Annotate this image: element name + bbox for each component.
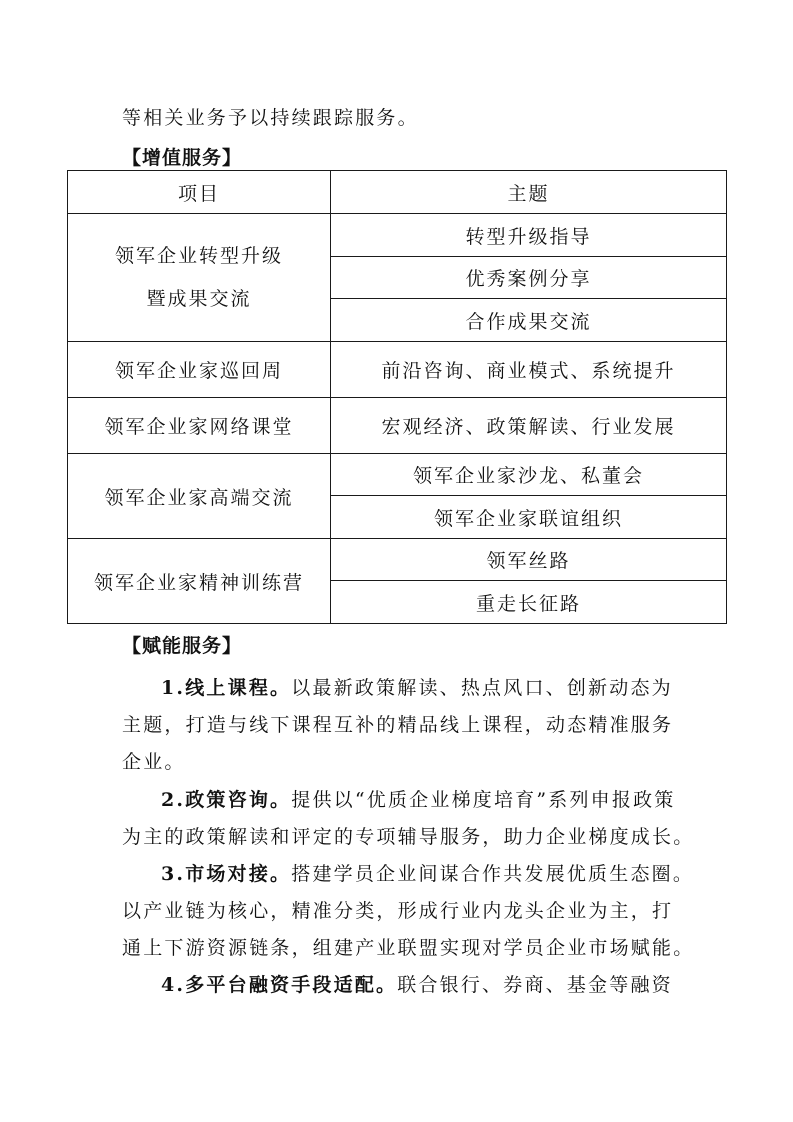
item-lead: 3.市场对接。 bbox=[161, 863, 292, 885]
intro-line: 等相关业务予以持续跟踪服务。 bbox=[122, 107, 419, 129]
empowerment-item-1-line bbox=[161, 676, 673, 700]
header-topic: 主题 bbox=[331, 171, 727, 214]
project-line: 领军企业转型升级 bbox=[114, 244, 283, 267]
table-row bbox=[68, 539, 727, 581]
project-line: 暨成果交流 bbox=[146, 287, 252, 310]
empowerment-item-2-line bbox=[161, 788, 675, 812]
item-text: 搭建学员企业间谋合作共发展优质生态圈。 bbox=[291, 863, 695, 885]
table-row bbox=[68, 398, 727, 454]
topic-cell: 领军企业家联谊组织 bbox=[331, 496, 727, 539]
item-text: 提供以“优质企业梯度培育”系列申报政策 bbox=[291, 789, 676, 811]
project-cell: 领军企业家高端交流 bbox=[68, 454, 331, 539]
empowerment-item-2-line: 为主的政策解读和评定的专项辅导服务，助力企业梯度成长。 bbox=[122, 826, 695, 848]
item-lead: 4.多平台融资手段适配。 bbox=[161, 974, 398, 996]
topic-cell: 优秀案例分享 bbox=[331, 257, 727, 299]
topic-cell: 前沿咨询、商业模式、系统提升 bbox=[331, 342, 727, 398]
project-cell: 领军企业家巡回周 bbox=[68, 342, 331, 398]
empowerment-item-4-line bbox=[161, 973, 673, 997]
topic-cell: 合作成果交流 bbox=[331, 299, 727, 342]
project-cell: 领军企业家精神训练营 bbox=[68, 539, 331, 624]
item-text: 以最新政策解读、热点风口、创新动态为 bbox=[291, 677, 673, 699]
topic-cell: 领军丝路 bbox=[331, 539, 727, 581]
topic-cell: 宏观经济、政策解读、行业发展 bbox=[331, 398, 727, 454]
project-cell bbox=[68, 214, 331, 342]
empowerment-heading: 【赋能服务】 bbox=[122, 635, 243, 657]
table-row bbox=[68, 342, 727, 398]
empowerment-item-3-line bbox=[161, 862, 694, 886]
project-cell: 领军企业家网络课堂 bbox=[68, 398, 331, 454]
table-header-row bbox=[68, 171, 727, 214]
empowerment-item-3-line: 通上下游资源链条，组建产业联盟实现对学员企业市场赋能。 bbox=[122, 937, 695, 959]
topic-cell: 领军企业家沙龙、私董会 bbox=[331, 454, 727, 496]
value-added-heading: 【增值服务】 bbox=[122, 147, 243, 169]
value-added-table bbox=[67, 170, 727, 624]
topic-cell: 转型升级指导 bbox=[331, 214, 727, 257]
item-lead: 1.线上课程。 bbox=[161, 677, 292, 699]
table-row bbox=[68, 214, 727, 257]
item-text: 联合银行、券商、基金等融资 bbox=[397, 974, 673, 996]
item-lead: 2.政策咨询。 bbox=[161, 789, 292, 811]
empowerment-item-1-line: 企业。 bbox=[122, 751, 186, 773]
topic-cell: 重走长征路 bbox=[331, 581, 727, 624]
header-project: 项目 bbox=[68, 171, 331, 214]
table-row bbox=[68, 454, 727, 496]
empowerment-item-3-line: 以产业链为核心，精准分类，形成行业内龙头企业为主，打 bbox=[122, 900, 674, 922]
empowerment-item-1-line: 主题，打造与线下课程互补的精品线上课程，动态精准服务 bbox=[122, 714, 674, 736]
